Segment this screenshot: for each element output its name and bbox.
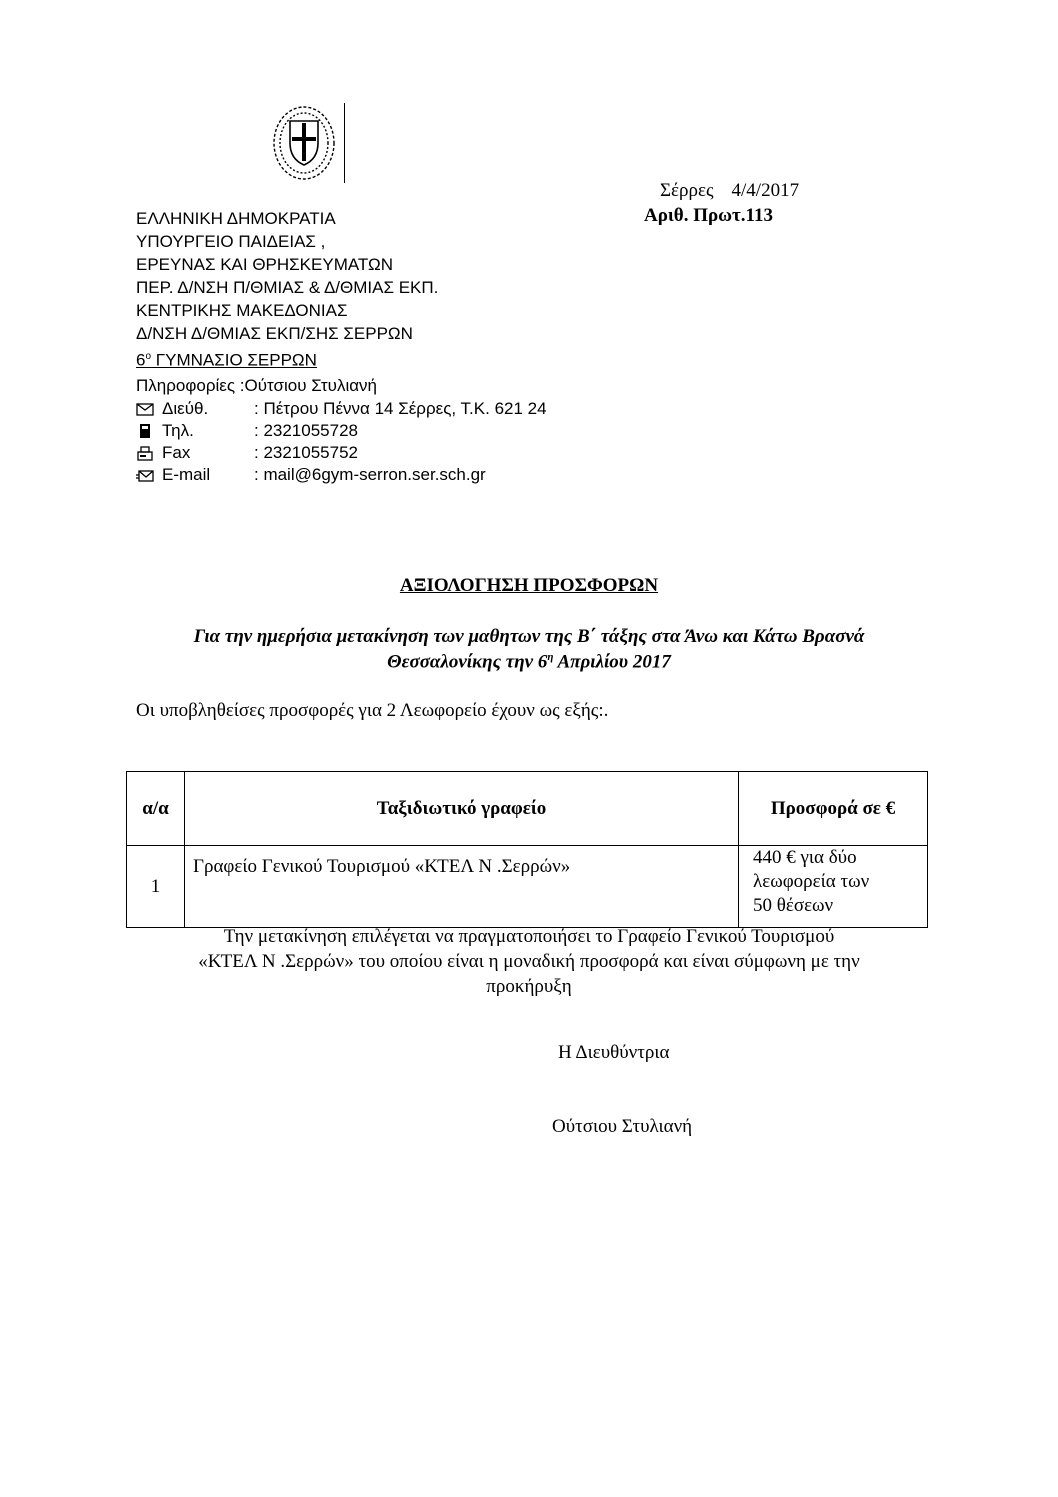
date-value: 4/4/2017 <box>731 180 800 201</box>
offers-table <box>126 771 928 928</box>
signature-name: Ούτσιου Στυλιανή <box>552 1116 693 1137</box>
header-offer: Προσφορά σε € <box>739 772 928 846</box>
conclusion-line-2: «ΚΤΕΛ Ν .Σερρών» του οποίου είναι η μοναδική προσφορά και είναι σύμφωνη με την <box>198 951 860 972</box>
fax-icon <box>136 445 154 461</box>
address-label: Διεύθ. <box>162 399 209 418</box>
table-header-row <box>127 772 928 846</box>
header-number: α/α <box>127 772 185 846</box>
offer-line-1: 440 € για δύο <box>753 847 857 868</box>
org-line-3: ΕΡΕΥΝΑΣ ΚΑΙ ΘΡΗΣΚΕΥΜΑΤΩΝ <box>136 255 393 274</box>
contact-info-line: Πληροφορίες :Ούτσιου Στυλιανή <box>136 376 378 395</box>
document-title: ΑΞΙΟΛΟΓΗΣΗ ΠΡΟΣΦΟΡΩΝ <box>399 575 659 596</box>
conclusion-line-1: Την μετακίνηση επιλέγεται να πραγματοποιήσει το Γραφείο Γενικού Τουρισμού <box>223 926 835 947</box>
phone-icon <box>136 423 154 439</box>
phone-value: : 2321055728 <box>254 421 358 440</box>
contact-address <box>136 398 656 420</box>
table-row <box>127 846 928 928</box>
address-value: : Πέτρου Πέννα 14 Σέρρες, Τ.Κ. 621 24 <box>254 399 547 418</box>
header-divider <box>344 103 345 183</box>
contact-phone <box>136 420 656 442</box>
subtitle-line-2 <box>0 651 1058 673</box>
org-line-5: ΚΕΝΤΡΙΚΗΣ ΜΑΚΕΔΟΝΙΑΣ <box>136 301 348 320</box>
fax-value: : 2321055752 <box>254 443 358 462</box>
contact-email <box>136 464 656 486</box>
document-date <box>660 180 799 202</box>
offer-line-3: 50 θέσεων <box>753 895 834 916</box>
email-icon <box>136 467 154 483</box>
row-agency: Γραφείο Γενικού Τουρισμού «ΚΤΕΛ Ν .Σερρών» <box>185 846 739 928</box>
subtitle-line-1: Για την ημερήσια μετακίνηση των μαθητων της Β΄ τάξης στα Άνω και Κάτω Βρασνά <box>193 626 865 647</box>
org-line-6: Δ/ΝΣΗ Δ/ΘΜΙΑΣ ΕΚΠ/ΣΗΣ ΣΕΡΡΩΝ <box>136 324 413 343</box>
org-line-1: ΕΛΛΗΝΙΚΗ ΔΗΜΟΚΡΑΤΙΑ <box>136 209 336 228</box>
email-value: : mail@6gym-serron.ser.sch.gr <box>254 465 486 484</box>
signature-role: Η Διευθύντρια <box>558 1042 670 1063</box>
phone-label: Τηλ. <box>162 421 194 440</box>
envelope-icon <box>136 401 154 417</box>
fax-label: Fax <box>162 443 191 462</box>
row-number: 1 <box>127 846 185 928</box>
header-agency: Ταξιδιωτικό γραφείο <box>185 772 739 846</box>
subtitle-line-2-sup: η <box>547 651 554 663</box>
contact-fax <box>136 442 656 464</box>
subtitle-line-2-end: Απριλίου 2017 <box>553 651 671 673</box>
protocol-number: Αριθ. Πρωτ.113 <box>644 205 773 226</box>
row-offer <box>739 846 928 928</box>
org-line-4: ΠΕΡ. Δ/ΝΣΗ Π/ΘΜΙΑΣ & Δ/ΘΜΙΑΣ ΕΚΠ. <box>136 278 439 297</box>
school-name <box>136 345 317 372</box>
subtitle-line-2-start: Θεσσαλονίκης την 6 <box>387 651 548 673</box>
school-name-rest: ΓΥΜΝΑΣΙΟ ΣΕΡΡΩΝ <box>151 350 317 370</box>
school-number-sup: ο <box>145 351 152 362</box>
org-line-2: ΥΠΟΥΡΓΕΙΟ ΠΑΙΔΕΙΑΣ , <box>136 232 326 251</box>
school-number: 6 <box>136 350 146 370</box>
offers-intro: Οι υποβληθείσες προσφορές για 2 Λεωφορείο έχουν ως εξής:. <box>136 700 609 721</box>
date-label: Σέρρες <box>660 180 714 201</box>
greek-emblem-icon <box>262 103 352 183</box>
email-label: E-mail <box>162 465 211 484</box>
conclusion <box>0 924 1058 999</box>
conclusion-line-3: προκήρυξη <box>486 976 572 997</box>
offer-line-2: λεωφορεία των <box>753 871 870 892</box>
